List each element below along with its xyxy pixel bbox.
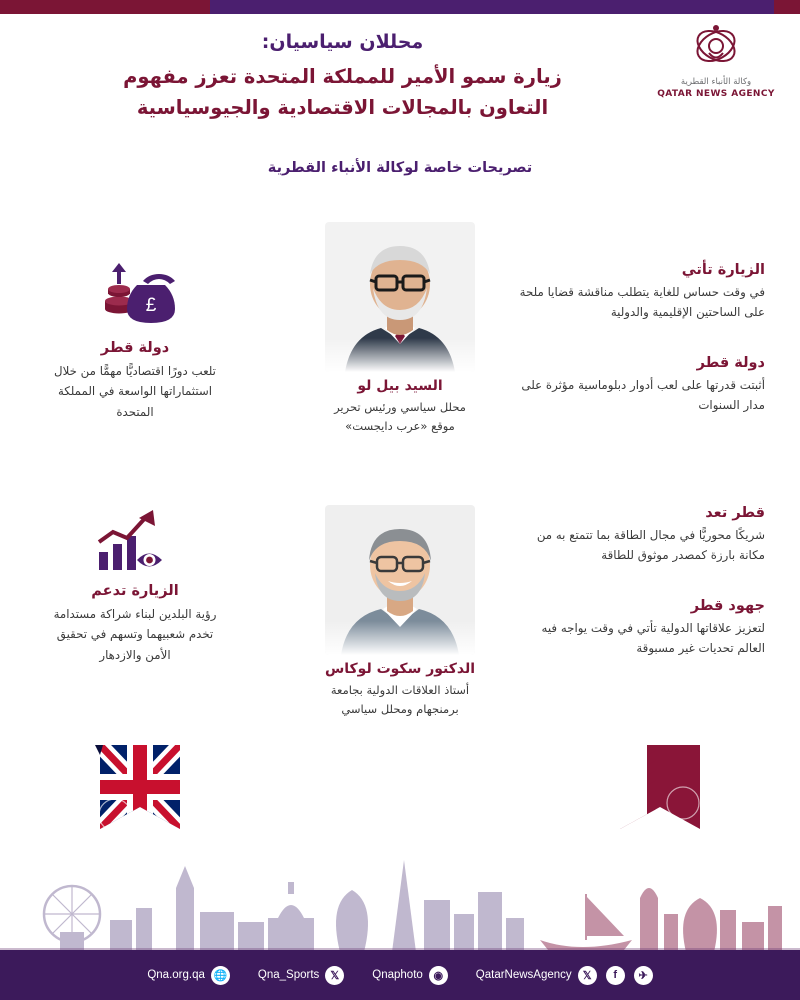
analyst-1-icon-block [35, 262, 235, 422]
analyst-2-profile [305, 505, 495, 718]
analyst-2-point-2 [515, 598, 765, 659]
analyst-1-point-1-title: الزيارة تأتي [681, 262, 765, 278]
analyst-2-points [515, 505, 765, 676]
facebook-icon[interactable]: f [606, 966, 625, 985]
svg-text:£: £ [145, 295, 157, 316]
analyst-1-point-2-text: أثبتت قدرتها على لعب أدوار دبلوماسية مؤثرة على مدار السنوات [521, 377, 765, 412]
photo-fade-2 [325, 621, 475, 655]
footer-handle-qatarnewsagency: QatarNewsAgency [475, 969, 572, 981]
analyst-1-point-2 [515, 355, 765, 416]
analyst-1-icon-title: دولة قطر [100, 340, 170, 356]
footer-handle-website: Qna.org.qa [147, 969, 205, 981]
analyst-2-name: الدكتور سكوت لوكاس [324, 661, 476, 677]
footer-item-x-sports[interactable] [258, 966, 344, 985]
footer-handle-qnaphoto: Qnaphoto [372, 969, 423, 981]
growth-chart-eye-icon [35, 505, 235, 581]
instagram-icon[interactable]: ◉ [429, 966, 448, 985]
analyst-1-points [515, 262, 765, 433]
analyst-2-point-1-title: قطر تعد [705, 505, 765, 521]
footer-item-facebook[interactable] [606, 966, 625, 985]
globe-icon[interactable]: 🌐 [211, 966, 230, 985]
analyst-1-icon-text: تلعب دورًا اقتصاديًّا مهمًّا من خلال استثماراتها الواسعة في المملكة المتحدة [54, 364, 216, 419]
logo-arabic-text: وكالة الأنباء القطرية [680, 77, 752, 87]
logo-english-text: QATAR NEWS AGENCY [657, 89, 775, 99]
analyst-2-icon-text: رؤية البلدين لبناء شراكة مستدامة تخدم شعبيهما وتسهم في تحقيق الأمن والازدهار [53, 607, 217, 662]
telegram-icon[interactable]: ✈ [634, 966, 653, 985]
analyst-1-profile [305, 222, 495, 435]
footer-handle-qnasports: Qna_Sports [257, 969, 320, 981]
analyst-1-point-2-title: دولة قطر [696, 354, 765, 371]
subtitle-text: تصريحات خاصة لوكالة الأنباء القطرية [267, 160, 533, 176]
footer-item-telegram[interactable] [634, 966, 653, 985]
money-bag-icon [35, 262, 235, 338]
analyst-2-icon-block [35, 505, 235, 665]
footer-item-instagram[interactable] [372, 966, 448, 985]
analyst-2-icon-title: الزيارة تدعم [91, 583, 179, 599]
photo-fade [325, 338, 475, 372]
analyst-2-point-1-text: شريكًا محوريًّا في مجال الطاقة بما تتمتع به من مكانة بارزة كمصدر موثوق للطاقة [536, 528, 765, 563]
footer-item-website[interactable] [147, 966, 230, 985]
headline-line-2: التعاون بالمجالات الاقتصادية والجيوسياسية [136, 96, 549, 120]
footer-social-bar [0, 950, 800, 1000]
x-twitter-icon[interactable]: 𝕏 [578, 966, 597, 985]
analyst-1-name: السيد بيل لو [357, 378, 443, 394]
analyst-1-role-line-1: محلل سياسي ورئيس تحرير [334, 400, 466, 414]
analyst-1-point-1-text: في وقت حساس للغاية يتطلب مناقشة قضايا ملحة على الساحتين الإقليمية والدولية [519, 285, 765, 320]
analyst-2-role-line-1: أستاذ العلاقات الدولية بجامعة [330, 683, 470, 697]
analyst-1-photo [325, 222, 475, 372]
top-bar-maroon-right [774, 0, 800, 14]
top-bar-maroon-left [0, 0, 210, 14]
x-twitter-icon-2[interactable]: 𝕏 [325, 966, 344, 985]
headline-block [0, 28, 800, 124]
analyst-2-point-1 [515, 505, 765, 566]
analyst-2-point-2-title: جهود قطر [690, 597, 765, 614]
analyst-2-photo [325, 505, 475, 655]
analyst-2-role-line-2: برمنجهام ومحلل سياسي [341, 701, 459, 716]
city-skyline [0, 822, 800, 952]
headline-line-1: زيارة سمو الأمير للمملكة المتحدة تعزز مفهوم [123, 64, 562, 88]
analyst-1-point-1 [515, 262, 765, 323]
analyst-2-point-2-text: لتعزيز علاقاتها الدولية تأتي في وقت يواجه فيه العالم تحديات غير مسبوقة [541, 620, 765, 655]
footer-item-x-main[interactable] [476, 966, 597, 985]
kicker-text: محللان سياسيان: [261, 31, 424, 53]
analyst-1-role-line-2: موقع «عرب دايجست» [345, 418, 455, 433]
